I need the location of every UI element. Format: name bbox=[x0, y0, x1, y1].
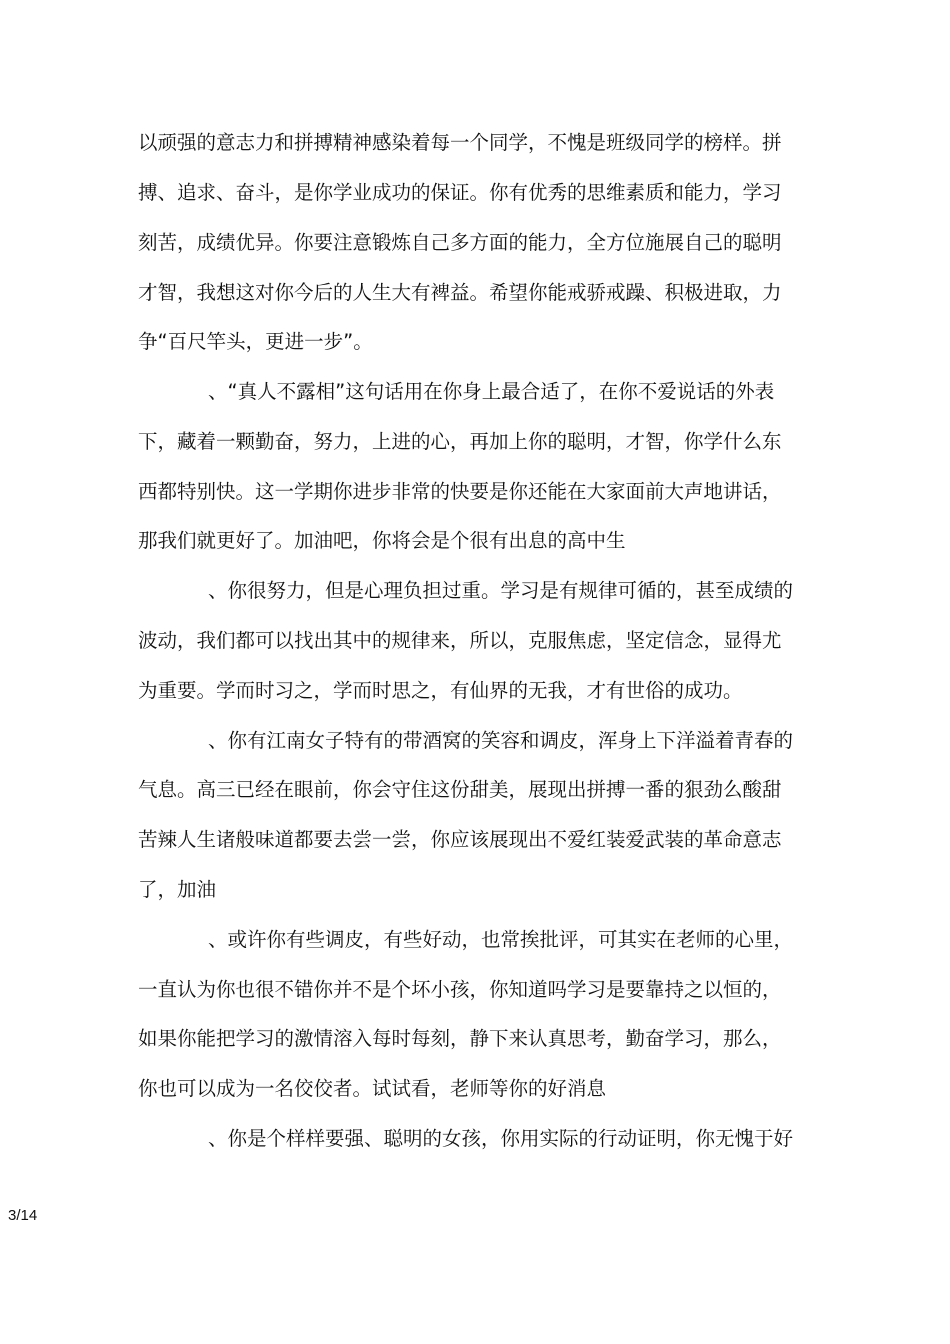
text-line: 气息。高三已经在眼前，你会守住这份甜美，展现出拼搏一番的狠劲么酸甜 bbox=[138, 778, 782, 801]
text-line: 搏、追求、奋斗，是你学业成功的保证。你有优秀的思维素质和能力，学习 bbox=[138, 181, 782, 204]
text-line: 、你有江南女子特有的带酒窝的笑容和调皮，浑身上下洋溢着青春的 bbox=[208, 729, 794, 752]
text-line: 刻苦，成绩优异。你要注意锻炼自己多方面的能力，全方位施展自己的聪明 bbox=[138, 231, 782, 254]
text-line: 那我们就更好了。加油吧，你将会是个很有出息的高中生 bbox=[138, 529, 626, 552]
text-line: 、或许你有些调皮，有些好动，也常挨批评，可其实在老师的心里， bbox=[208, 928, 794, 951]
text-line: 一直认为你也很不错你并不是个坏小孩，你知道吗学习是要靠持之以恒的， bbox=[138, 978, 782, 1001]
text-line: 、你是个样样要强、聪明的女孩，你用实际的行动证明，你无愧于好 bbox=[208, 1127, 794, 1150]
text-line: 、“真人不露相”这句话用在你身上最合适了，在你不爱说话的外表 bbox=[208, 380, 775, 403]
text-line: 为重要。学而时习之，学而时思之，有仙界的无我，才有世俗的成功。 bbox=[138, 679, 743, 702]
text-line: 下，藏着一颗勤奋，努力，上进的心，再加上你的聪明，才智，你学什么东 bbox=[138, 430, 782, 453]
text-line: 争“百尺竿头，更进一步”。 bbox=[138, 330, 373, 353]
text-line: 苦辣人生诸般味道都要去尝一尝，你应该展现出不爱红装爱武装的革命意志 bbox=[138, 828, 782, 851]
text-line: 西都特别快。这一学期你进步非常的快要是你还能在大家面前大声地讲话， bbox=[138, 480, 782, 503]
page-number: 3/14 bbox=[8, 1207, 38, 1224]
text-line: 你也可以成为一名佼佼者。试试看，老师等你的好消息 bbox=[138, 1077, 607, 1100]
text-line: 、你很努力，但是心理负担过重。学习是有规律可循的，甚至成绩的 bbox=[208, 579, 794, 602]
text-line: 才智，我想这对你今后的人生大有裨益。希望你能戒骄戒躁、积极进取，力 bbox=[138, 281, 782, 304]
text-line: 以顽强的意志力和拼搏精神感染着每一个同学，不愧是班级同学的榜样。拼 bbox=[138, 131, 782, 154]
text-line: 了，加油 bbox=[138, 878, 217, 901]
text-line: 波动，我们都可以找出其中的规律来，所以，克服焦虑，坚定信念，显得尤 bbox=[138, 629, 782, 652]
text-line: 如果你能把学习的激情溶入每时每刻，静下来认真思考，勤奋学习，那么， bbox=[138, 1027, 782, 1050]
